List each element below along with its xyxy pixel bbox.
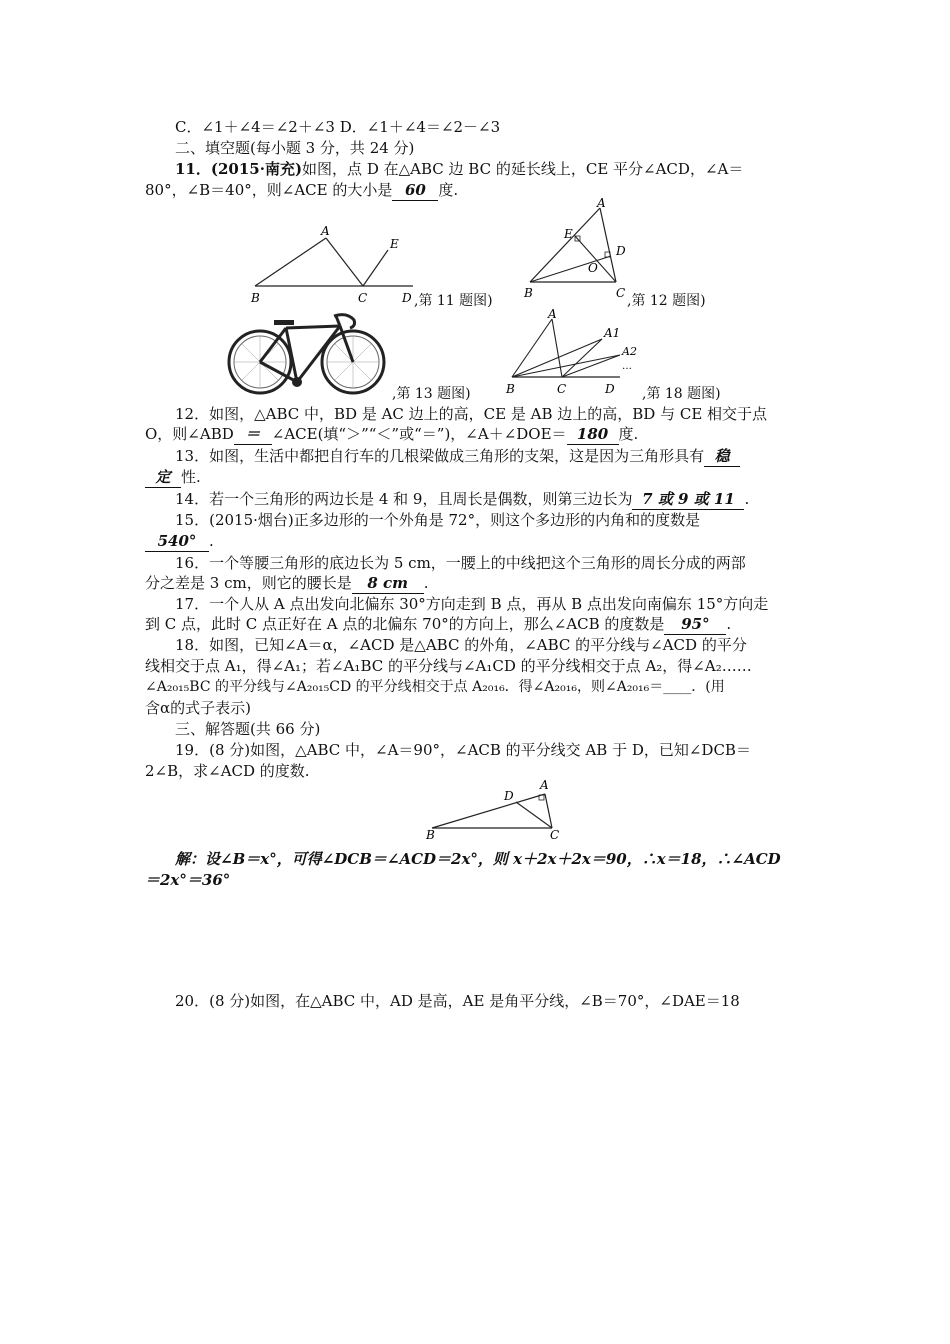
fig12-label-o: O — [588, 261, 598, 275]
question-15: 15．(2015·烟台)正多边形的一个外角是 72°，则这个多边形的内角和的度数是 — [175, 511, 701, 529]
question-16-cont — [145, 573, 805, 594]
fig19-label-b: B — [426, 828, 435, 840]
q11-answer: 60 — [392, 180, 438, 201]
fig18-label-a1: A1 — [604, 326, 621, 340]
fig11-label-e: E — [390, 237, 399, 251]
question-18-cont-1: 线相交于点 A₁，得∠A₁；若∠A₁BC 的平分线与∠A₁CD 的平分线相交于点 A₂，得∠A₂…… — [145, 657, 752, 675]
q15-answer: 540° — [145, 531, 209, 552]
question-16: 16．一个等腰三角形的底边长为 5 cm，一腰上的中线把这个三角形的周长分成的两部 — [175, 554, 746, 572]
option-line-cd: C．∠1＋∠4＝∠2＋∠3 D．∠1＋∠4＝∠2－∠3 — [175, 118, 501, 136]
q13-tail: 性. — [181, 468, 201, 486]
question-13-cont — [145, 467, 805, 488]
q14-tail: . — [744, 490, 750, 508]
fig11-label-b: B — [251, 291, 260, 305]
fig18-label-ellipsis: … — [622, 361, 632, 372]
q13-answer-2: 定 — [145, 467, 181, 488]
fig18-label-a: A — [548, 307, 557, 321]
figure-13-caption: ,第 13 题图) — [392, 386, 471, 402]
question-19-cont: 2∠B，求∠ACD 的度数. — [145, 762, 310, 780]
fig12-label-a: A — [597, 198, 606, 210]
question-14 — [175, 489, 805, 510]
section-heading-fill-blank: 二、填空题(每小题 3 分，共 24 分) — [175, 139, 415, 157]
q16-tail: . — [423, 574, 429, 592]
q13-text: 13．如图，生活中都把自行车的几根梁做成三角形的支架，这是因为三角形具有 — [175, 447, 705, 465]
figure-12-caption: ,第 12 题图) — [627, 293, 706, 309]
question-11-cont — [145, 180, 805, 201]
fig11-label-c: C — [358, 291, 368, 305]
q11-text-2: 80°，∠B＝40°，则∠ACE 的大小是 — [145, 181, 393, 199]
figure-19 — [422, 778, 572, 840]
q11-text: 如图，点 D 在△ABC 边 BC 的延长线上，CE 平分∠ACD，∠A＝ — [302, 160, 744, 178]
q14-answer: 7 或 9 或 11 — [632, 489, 744, 510]
fig19-label-a: A — [540, 778, 549, 792]
q14-text: 14．若一个三角形的两边长是 4 和 9，且周长是偶数，则第三边长为 — [175, 490, 633, 508]
fig18-label-c: C — [557, 382, 567, 396]
question-12: 12．如图，△ABC 中，BD 是 AC 边上的高，CE 是 AB 边上的高，BD 与 CE 相交于点 — [175, 405, 768, 423]
figure-11-caption: ,第 11 题图) — [414, 293, 493, 309]
fig19-label-d: D — [504, 789, 514, 803]
question-12-cont — [145, 424, 805, 445]
fig18-label-d: D — [605, 382, 615, 396]
q17-text: 到 C 点，此时 C 点正好在 A 点的北偏东 70°的方向上，那么∠ACB 的度数是 — [145, 615, 665, 633]
question-18-cont-2: ∠A₂₀₁₅BC 的平分线与∠A₂₀₁₅CD 的平分线相交于点 A₂₀₁₆．得∠A₂₀₁₆，则∠A₂₀₁₆＝____．(用 — [145, 679, 725, 695]
section-heading-solution: 三、解答题(共 66 分) — [175, 720, 321, 738]
q19-solution-cont: ＝2x°＝36° — [145, 871, 231, 889]
q19-solution: 解：设∠B＝x°，可得∠DCB＝∠ACD＝2x°，则 x＋2x＋2x＝90，∴x＝18，∴∠ACD — [175, 850, 781, 868]
question-19: 19．(8 分)如图，△ABC 中，∠A＝90°，∠ACB 的平分线交 AB 于 D，已知∠DCB＝ — [175, 741, 751, 759]
question-18-cont-3: 含α的式子表示) — [145, 699, 251, 717]
fig12-label-c: C — [616, 286, 626, 300]
figure-18 — [502, 307, 642, 399]
fig12-label-b: B — [524, 286, 533, 300]
question-15-cont — [145, 531, 805, 552]
fig12-label-e: E — [564, 227, 573, 241]
q12-unit: 度. — [618, 425, 639, 443]
question-18: 18．如图，已知∠A＝α，∠ACD 是△ABC 的外角，∠ABC 的平分线与∠ACD 的平分 — [175, 636, 747, 654]
q15-tail: . — [209, 532, 214, 550]
q12-text-2: ∠ACE(填“＞”“＜”或“＝”)，∠A＋∠DOE＝ — [271, 425, 567, 443]
fig18-label-b: B — [506, 382, 515, 396]
figure-11 — [245, 222, 425, 307]
fig11-label-a: A — [321, 224, 330, 238]
q11-number: 11． — [175, 160, 211, 178]
figure-13-bicycle — [222, 310, 392, 398]
question-13 — [175, 446, 805, 467]
q17-answer: 95° — [664, 614, 726, 635]
fig12-label-d: D — [616, 244, 626, 258]
q12-text-1: O，则∠ABD — [145, 425, 234, 443]
q16-answer: 8 cm — [352, 573, 424, 594]
fig11-label-d: D — [402, 291, 412, 305]
fig19-label-c: C — [550, 828, 560, 840]
question-17: 17．一个人从 A 点出发向北偏东 30°方向走到 B 点，再从 B 点出发向南偏东 15°方向走 — [175, 595, 769, 613]
question-11 — [175, 159, 805, 179]
question-20: 20．(8 分)如图，在△ABC 中，AD 是高，AE 是角平分线，∠B＝70°，∠DAE＝18 — [175, 992, 740, 1010]
q12-answer-2: 180 — [567, 424, 619, 445]
figure-18-caption: ,第 18 题图) — [642, 386, 721, 402]
q13-answer-1: 稳 — [704, 446, 740, 467]
q16-text: 分之差是 3 cm，则它的腰长是 — [145, 574, 352, 592]
question-17-cont — [145, 614, 805, 635]
figure-12 — [520, 198, 630, 300]
q17-tail: . — [726, 615, 732, 633]
fig18-label-a2: A2 — [622, 345, 637, 358]
q12-answer-1: ＝ — [234, 424, 272, 445]
q11-source: (2015·南充) — [210, 160, 303, 178]
q11-unit: 度. — [438, 181, 459, 199]
